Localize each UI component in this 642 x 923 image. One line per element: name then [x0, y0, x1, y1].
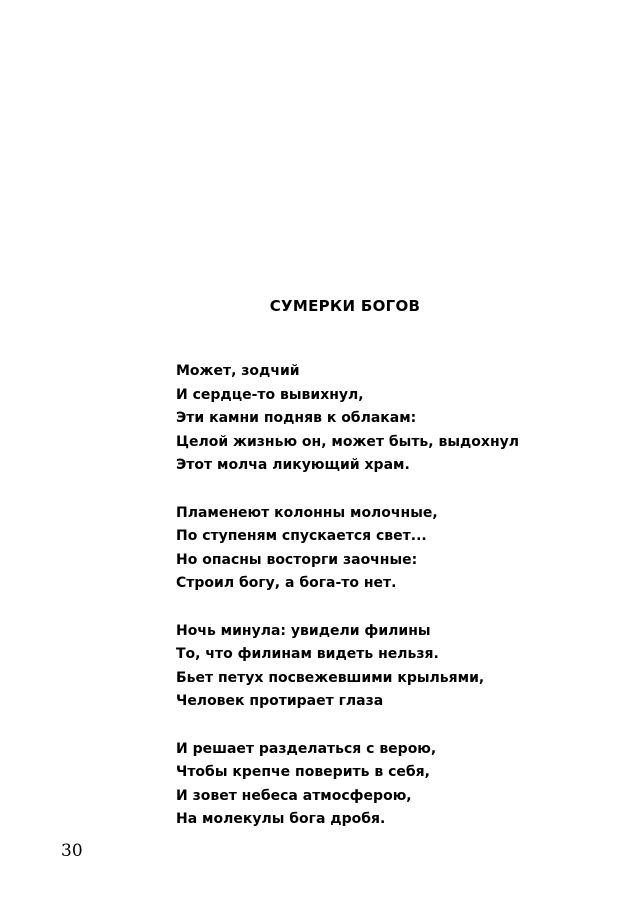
- poem-line: Человек протирает глаза: [176, 693, 384, 709]
- poem-line: Но опасны восторги заочные:: [176, 551, 418, 568]
- poem-title: СУМЕРКИ БОГОВ: [269, 297, 421, 315]
- poem-body: [176, 360, 616, 856]
- poem-line: Пламенеют колонны молочные,: [176, 504, 438, 521]
- poem-line: Чтобы крепче поверить в себя,: [176, 764, 430, 780]
- poem-line: Бьет петух посвежевшими крыльями,: [176, 669, 485, 686]
- stanza-3: [176, 620, 616, 714]
- poem-line: По ступеням спускается свет...: [176, 528, 427, 544]
- poem-line: Эти камни подняв к облакам:: [176, 410, 417, 426]
- stanza-4: [176, 738, 616, 832]
- poem-line: Может, зодчий: [176, 363, 300, 379]
- stanza-2: [176, 502, 616, 596]
- poem-line: И сердце-то вывихнул,: [176, 386, 364, 403]
- page-number: 30: [61, 841, 83, 861]
- poem-line: Строил богу, а бога-то нет.: [176, 575, 397, 591]
- poem-line: То, что филинам видеть нельзя.: [176, 646, 439, 662]
- poem-line: Этот молча ликующий храм.: [176, 457, 410, 473]
- poem-line: На молекулы бога дробя.: [176, 811, 386, 827]
- poem-line: Ночь минула: увидели филины: [176, 622, 431, 639]
- stanza-1: [176, 360, 616, 478]
- poem-line: И зовет небеса атмосферою,: [176, 787, 412, 804]
- poem-line: И решает разделаться с верою,: [176, 740, 437, 757]
- poem-line: Целой жизнью он, может быть, выдохнул: [176, 433, 520, 450]
